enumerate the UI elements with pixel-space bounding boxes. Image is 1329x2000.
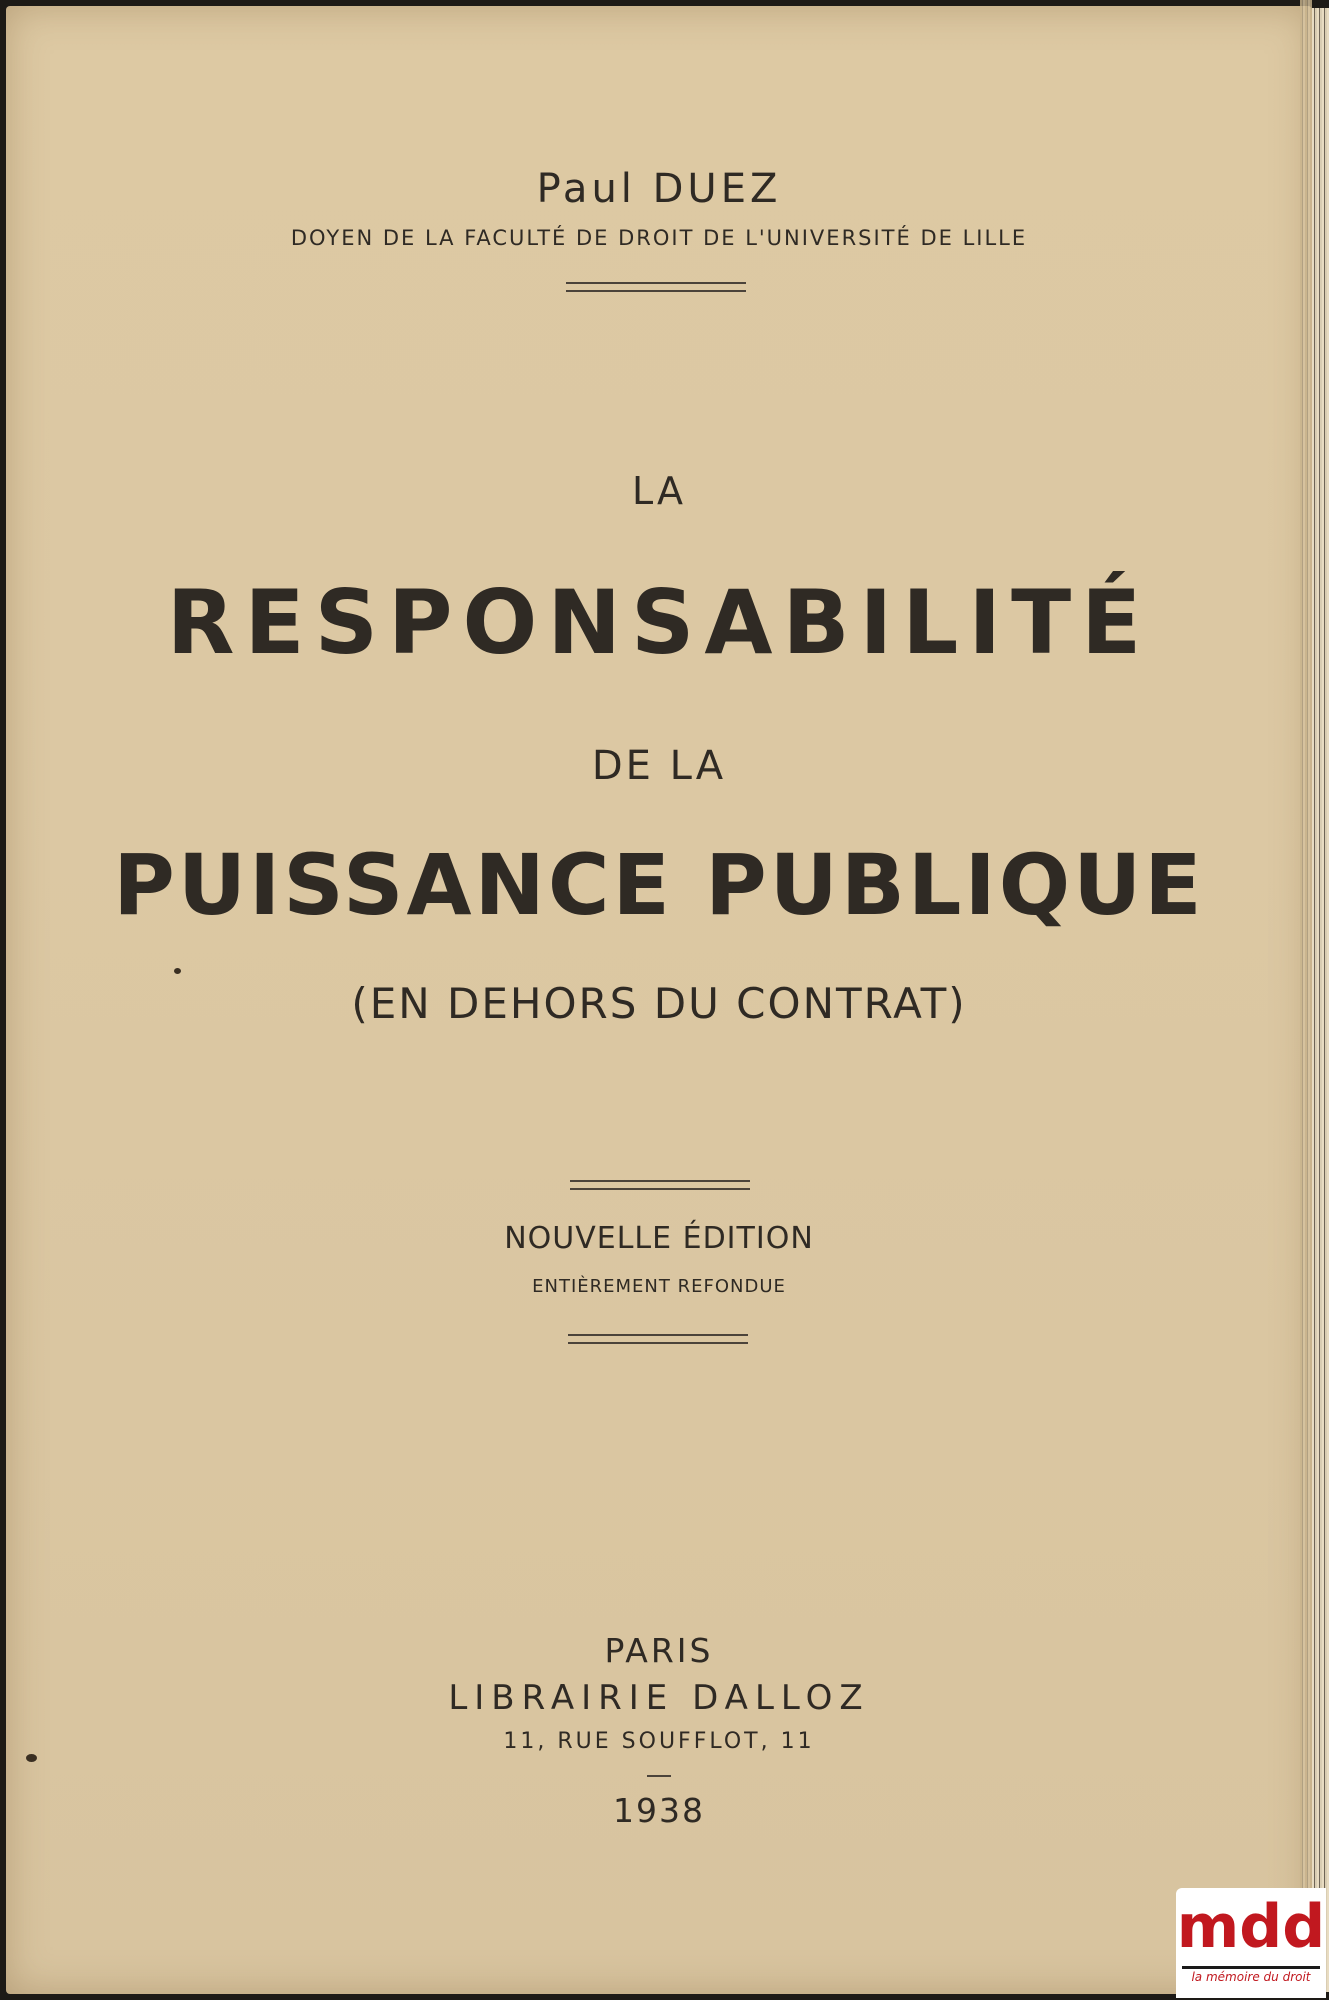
paper-speck <box>26 1754 37 1762</box>
watermark-mark: mdd <box>1176 1892 1326 1962</box>
book-subtitle: (EN DEHORS DU CONTRAT) <box>351 979 967 1028</box>
edition-statement: NOUVELLE ÉDITION <box>504 1221 814 1256</box>
watermark-underline <box>1182 1966 1320 1969</box>
book-title: RESPONSABILITÉ <box>166 571 1152 674</box>
title-article: LA <box>631 469 687 513</box>
title-connector: DE LA <box>591 743 727 789</box>
publication-year: 1938 <box>613 1791 705 1830</box>
double-rule-divider <box>570 1180 750 1190</box>
cover-page <box>6 6 1312 1994</box>
edition-note: ENTIÈREMENT REFONDUE <box>532 1276 786 1297</box>
watermark-logo <box>1176 1888 1326 1998</box>
book-title-continuation: PUISSANCE PUBLIQUE <box>113 836 1205 934</box>
page-edge-shadow <box>1300 0 1312 1990</box>
watermark-caption: la mémoire du droit <box>1191 1970 1311 1984</box>
stacked-page-edges <box>1312 8 1329 1992</box>
publication-city: PARIS <box>604 1631 714 1670</box>
publisher-address: 11, RUE SOUFFLOT, 11 <box>503 1729 815 1754</box>
author-name: Paul DUEZ <box>536 166 782 212</box>
double-rule-divider <box>568 1334 748 1344</box>
double-rule-divider <box>566 282 746 292</box>
publisher-name: LIBRAIRIE DALLOZ <box>448 1678 870 1718</box>
author-affiliation: DOYEN DE LA FACULTÉ DE DROIT DE L'UNIVERSITÉ DE LILLE <box>290 226 1028 250</box>
paper-speck <box>174 968 181 974</box>
short-dash-divider <box>647 1775 671 1777</box>
